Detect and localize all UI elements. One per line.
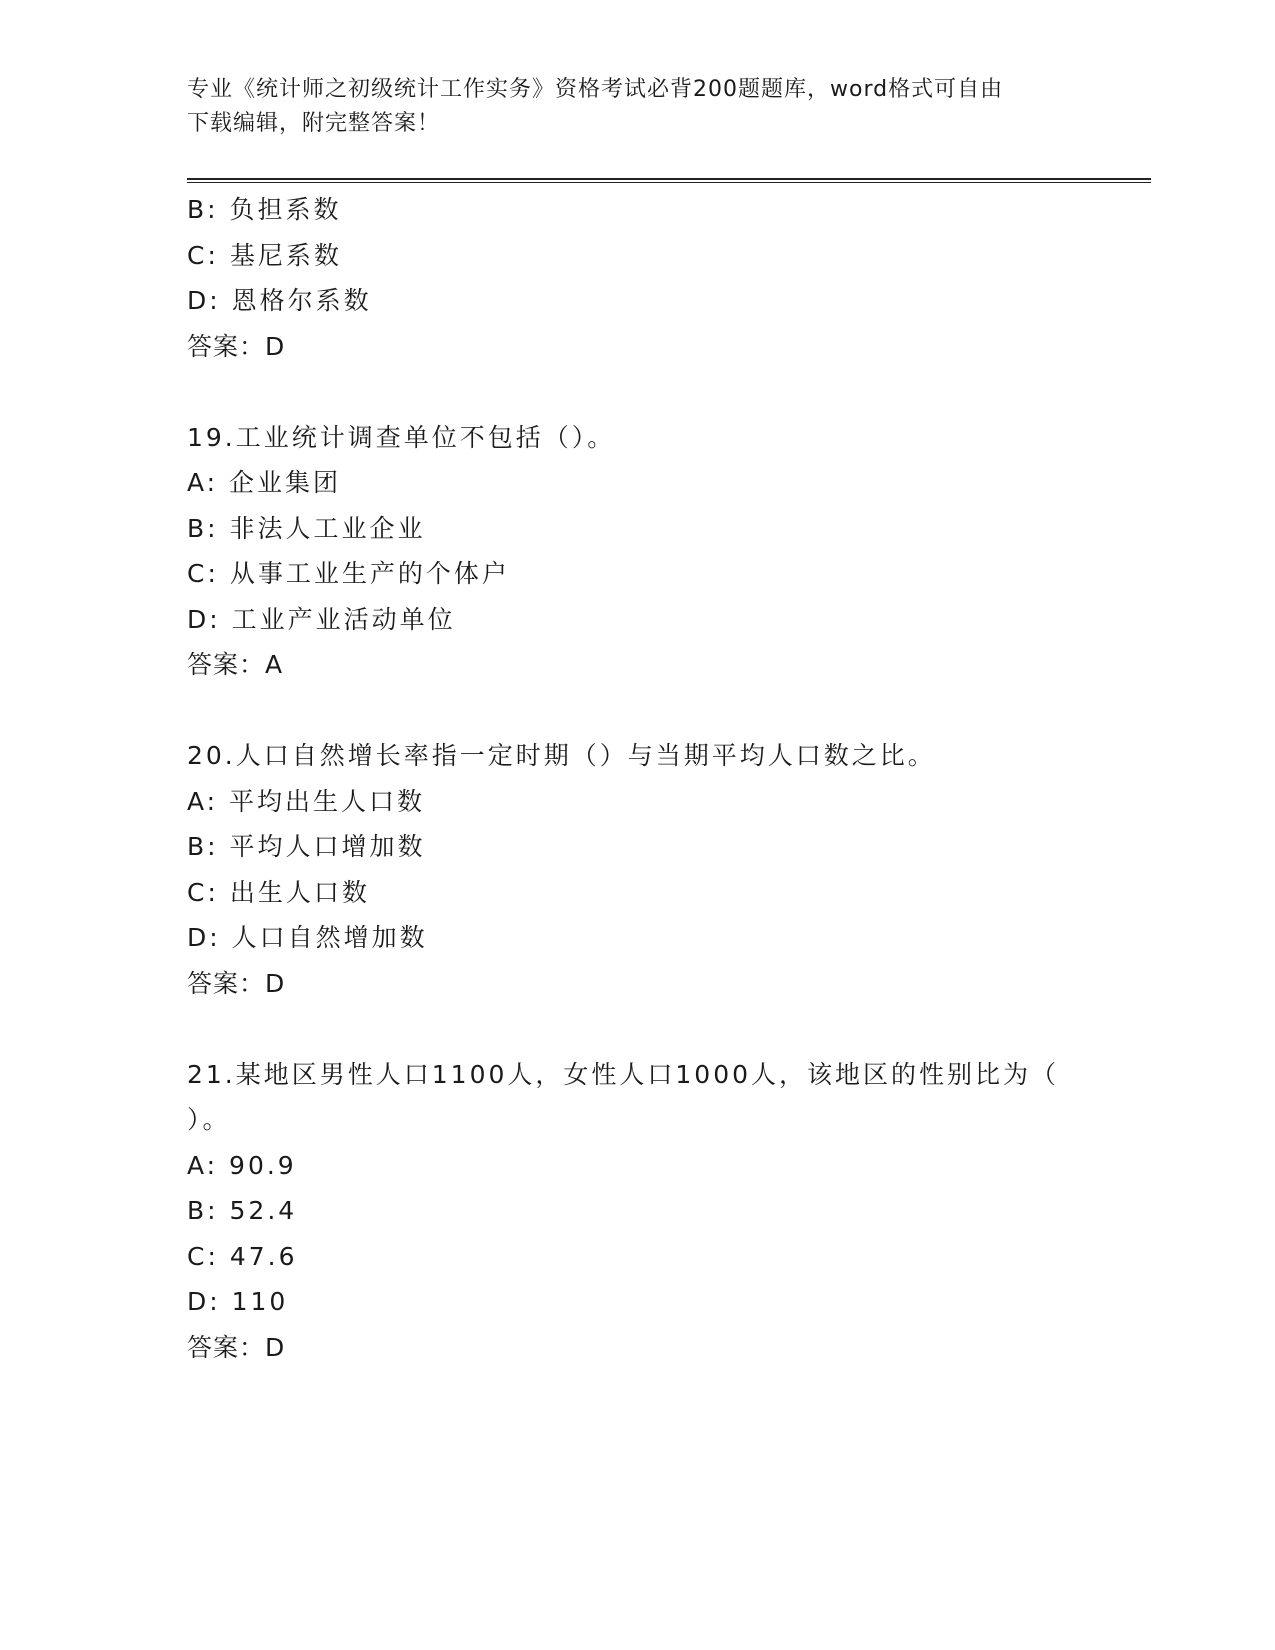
option-a: A: 90.9 [187,1150,297,1180]
spacer [187,369,1087,415]
question-block [187,187,1087,369]
header-line-2: 下载编辑，附完整答案！ [187,111,441,136]
answer: 答案：A [187,650,284,679]
header-divider [187,178,1151,183]
option-a: A: 企业集团 [187,468,342,497]
option-b: B: 52.4 [187,1196,298,1225]
option-b: B: 非法人工业企业 [187,513,426,543]
option-d: D: 110 [187,1287,289,1316]
question-text: 20.人口自然增长率指一定时期（）与当期平均人口数之比。 [187,741,936,770]
question-list [187,187,1087,1370]
document-header [187,73,1087,141]
option-b: B: 平均人口增加数 [187,832,426,861]
question-block [187,1052,1087,1371]
spacer [187,1006,1087,1052]
question-block [187,415,1087,688]
question-text-continued: ）。 [187,1105,231,1134]
option-c: C: 出生人口数 [187,877,370,907]
option-c: C: 47.6 [187,1241,298,1271]
option-c: C: 从事工业生产的个体户 [187,559,510,588]
option-b: B: 负担系数 [187,195,342,224]
option-c: C: 基尼系数 [187,240,342,270]
option-d: D: 工业产业活动单位 [187,604,456,634]
answer: 答案：D [187,1332,286,1362]
option-d: D: 人口自然增加数 [187,923,428,952]
question-text: 19.工业统计调查单位不包括（）。 [187,422,616,452]
answer: 答案：D [187,331,286,361]
answer: 答案：D [187,968,286,998]
option-a: A: 平均出生人口数 [187,786,426,816]
spacer [187,688,1087,734]
option-d: D: 恩格尔系数 [187,286,372,315]
header-line-1: 专业《统计师之初级统计工作实务》资格考试必背200题题库，word格式可自由 [187,77,1004,102]
question-text: 21.某地区男性人口1100人，女性人口1000人，该地区的性别比为（ [187,1059,1060,1089]
question-block [187,733,1087,1006]
